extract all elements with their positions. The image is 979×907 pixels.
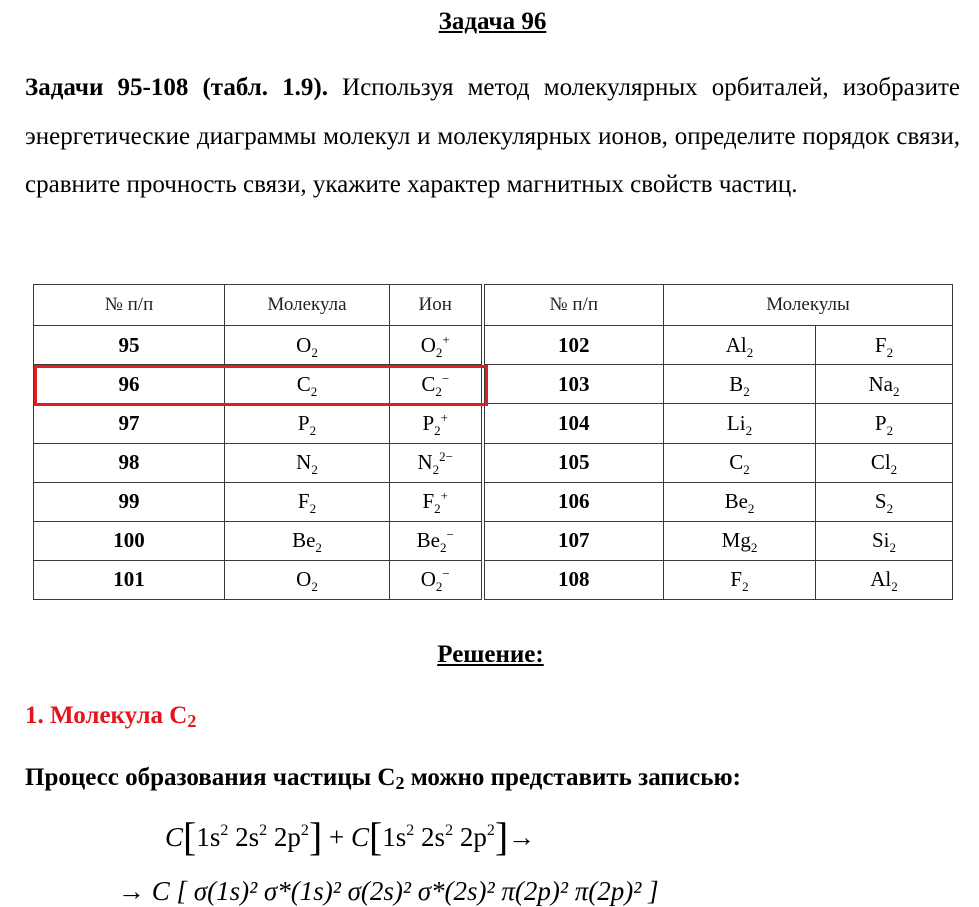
task-description — [25, 64, 960, 210]
number-text: 96 — [118, 371, 140, 396]
cell-molecule-b — [816, 443, 953, 482]
cell-molecule-b — [816, 326, 953, 365]
cell-molecule — [225, 482, 390, 521]
formula-symbol: N — [296, 450, 312, 475]
task-text: Используя метод молекулярных орбиталей, изобразите энергетические диаграммы молекул и молекулярных ионов, определите порядок связи, сравните прочность связи, укажите характер магнитных свойств частиц. — [25, 74, 960, 198]
formula-symbol: Cl — [870, 450, 891, 475]
eq-arrow: → — [508, 822, 536, 852]
header-ion: Ион — [390, 285, 483, 326]
eq-orb-5: 2s — [421, 822, 446, 852]
formula-subscript: 2 — [309, 422, 317, 438]
formula-subscript: 2 — [889, 540, 896, 556]
formula-symbol: O — [296, 567, 312, 592]
section-heading-sub: 2 — [187, 711, 197, 731]
eq-orb-3: 2p — [273, 822, 301, 852]
cell-number-2 — [483, 365, 664, 404]
cell-ion — [390, 482, 483, 521]
cell-molecule — [225, 365, 390, 404]
ion-charge: − — [446, 527, 454, 543]
formula-subscript: 2 — [746, 344, 754, 360]
formula-subscript: 2 — [309, 501, 317, 517]
equation-line-2: → C [ σ(1s)² σ*(1s)² σ(2s)² σ*(2s)² π(2p)² π(2p)² ] — [118, 876, 659, 906]
cell-molecule-a — [664, 443, 816, 482]
number-text: 97 — [118, 410, 140, 435]
eq-bracket-close-1: ] — [308, 814, 323, 859]
formula-subscript: 2 — [743, 462, 750, 478]
eq-bracket-open-1: [ — [183, 814, 197, 859]
section-heading-molecule — [25, 702, 196, 730]
cell-molecule-b — [816, 365, 953, 404]
table-row — [34, 404, 953, 443]
formula-subscript: 2 — [435, 579, 443, 595]
formula-subscript: 2 — [434, 501, 441, 517]
formula-symbol: Be — [724, 489, 748, 514]
cell-ion — [390, 443, 483, 482]
process-before: Процесс образования частицы С — [25, 764, 396, 791]
formula-subscript: 2 — [886, 344, 894, 360]
cell-molecule — [225, 404, 390, 443]
formula-subscript: 2 — [434, 422, 441, 438]
cell-molecule — [225, 560, 390, 599]
number-text: 101 — [113, 567, 145, 592]
formula-subscript: 2 — [886, 422, 894, 438]
eq-exp-1: 2 — [220, 822, 229, 839]
header-molecule: Молекула — [225, 285, 390, 326]
eq-exp-4: 2 — [406, 822, 415, 839]
solution-heading: Решение: — [437, 641, 544, 668]
formula-symbol: Na — [868, 371, 893, 396]
table-body — [34, 326, 953, 600]
number-text: 99 — [118, 489, 140, 514]
cell-molecule — [225, 521, 390, 560]
eq-atom-1: C — [165, 822, 184, 852]
cell-molecule-a — [664, 482, 816, 521]
cell-number — [34, 326, 225, 365]
formula-symbol: Be — [292, 528, 316, 553]
table-row — [34, 521, 953, 560]
formula-subscript: 2 — [893, 383, 900, 399]
number-text: 98 — [118, 450, 140, 475]
eq-exp-5: 2 — [445, 822, 454, 839]
number-text: 107 — [558, 528, 590, 553]
formula-subscript: 2 — [435, 383, 442, 399]
eq-bracket-close-2: ] — [494, 814, 509, 859]
eq-orb-2: 2s — [235, 822, 260, 852]
formula-subscript: 2 — [315, 540, 322, 556]
eq-orb-1: 1s — [196, 822, 221, 852]
eq-plus: + — [328, 822, 345, 852]
cell-number — [34, 521, 225, 560]
header-molecules: Молекулы — [664, 285, 953, 326]
cell-number — [34, 404, 225, 443]
formula-symbol: Be — [416, 528, 440, 553]
formula-symbol: Al — [870, 567, 892, 592]
cell-molecule-a — [664, 326, 816, 365]
formula-symbol: P — [422, 410, 435, 435]
ion-charge: + — [442, 331, 450, 347]
cell-ion — [390, 326, 483, 365]
cell-molecule-a — [664, 404, 816, 443]
task-lead: Задачи 95-108 (табл. 1.9). — [25, 74, 328, 101]
cell-molecule-a — [664, 365, 816, 404]
page-title: Задача 96 — [438, 8, 547, 35]
cell-number-2 — [483, 482, 664, 521]
formula-symbol: F — [297, 489, 310, 514]
eq-exp-3: 2 — [300, 822, 309, 839]
cell-number-2 — [483, 521, 664, 560]
formula-subscript: 2 — [747, 501, 755, 517]
formula-symbol: S — [874, 489, 887, 514]
formula-symbol: Li — [726, 410, 746, 435]
cell-number — [34, 560, 225, 599]
cell-molecule-b — [816, 404, 953, 443]
formula-subscript: 2 — [311, 344, 318, 360]
formula-symbol: C — [421, 371, 436, 396]
formula-subscript: 2 — [743, 383, 750, 399]
cell-molecule-a — [664, 521, 816, 560]
table-row — [34, 560, 953, 599]
formula-symbol: Mg — [721, 528, 751, 553]
cell-molecule-b — [816, 521, 953, 560]
cell-molecule-a — [664, 560, 816, 599]
cell-molecule — [225, 443, 390, 482]
table-row — [34, 482, 953, 521]
cell-ion — [390, 521, 483, 560]
number-text: 100 — [113, 528, 145, 553]
formula-subscript: 2 — [890, 462, 898, 478]
cell-number — [34, 482, 225, 521]
formula-symbol: P — [874, 410, 887, 435]
formula-subscript: 2 — [745, 422, 753, 438]
eq-exp-2: 2 — [259, 822, 268, 839]
process-sub: 2 — [395, 773, 405, 793]
formula-subscript: 2 — [891, 579, 898, 595]
number-text: 95 — [118, 332, 140, 357]
cell-ion — [390, 404, 483, 443]
formula-subscript: 2 — [311, 462, 318, 478]
formula-symbol: P — [297, 410, 310, 435]
ion-charge: − — [442, 566, 450, 582]
formula-subscript: 2 — [886, 501, 894, 517]
process-after: можно представить записью: — [404, 764, 741, 791]
formula-symbol: O — [296, 332, 312, 357]
number-text: 104 — [558, 410, 590, 435]
cell-number-2 — [483, 560, 664, 599]
formula-symbol: O — [420, 332, 436, 357]
cell-number-2 — [483, 326, 664, 365]
formula-symbol: F — [730, 567, 743, 592]
ion-charge: 2− — [439, 449, 453, 465]
molecule-table — [33, 284, 953, 600]
cell-number-2 — [483, 404, 664, 443]
section-heading-text: 1. Молекула С — [25, 702, 188, 729]
eq-orb-6: 2p — [459, 822, 487, 852]
molecule-table-container — [33, 284, 952, 600]
table-row — [34, 443, 953, 482]
table-header-row — [34, 285, 953, 326]
eq-orb-4: 1s — [382, 822, 407, 852]
cell-molecule-b — [816, 482, 953, 521]
formula-subscript: 2 — [750, 540, 758, 556]
number-text: 105 — [558, 450, 590, 475]
number-text: 108 — [558, 567, 590, 592]
formula-subscript: 2 — [432, 462, 440, 478]
table-row — [34, 326, 953, 365]
formula-subscript: 2 — [310, 383, 318, 399]
ion-charge: + — [440, 409, 449, 425]
ion-charge: + — [440, 488, 449, 504]
number-text: 106 — [558, 489, 590, 514]
cell-ion — [390, 560, 483, 599]
cell-number-2 — [483, 443, 664, 482]
equation-line-1 — [165, 814, 536, 859]
eq-exp-6: 2 — [486, 822, 495, 839]
header-number-2: № п/п — [483, 285, 664, 326]
cell-molecule-b — [816, 560, 953, 599]
formula-subscript: 2 — [435, 344, 443, 360]
formula-symbol: N — [417, 450, 433, 475]
formula-symbol: Si — [871, 528, 890, 553]
ion-charge: − — [441, 370, 450, 386]
number-text: 102 — [558, 332, 590, 357]
table-row — [34, 365, 953, 404]
formula-symbol: F — [422, 489, 435, 514]
process-text — [25, 764, 741, 792]
formula-symbol: Al — [725, 332, 747, 357]
cell-number — [34, 443, 225, 482]
number-text: 103 — [558, 371, 590, 396]
cell-number — [34, 365, 225, 404]
formula-subscript: 2 — [439, 540, 447, 556]
formula-symbol: F — [874, 332, 887, 357]
formula-symbol: B — [729, 371, 744, 396]
eq-atom-2: C — [350, 822, 369, 852]
formula-subscript: 2 — [311, 579, 318, 595]
eq-bracket-open-2: [ — [368, 814, 383, 859]
formula-subscript: 2 — [742, 579, 749, 595]
cell-ion — [390, 365, 483, 404]
formula-symbol: C — [296, 371, 311, 396]
cell-molecule — [225, 326, 390, 365]
formula-symbol: O — [420, 567, 436, 592]
formula-symbol: C — [729, 450, 744, 475]
header-number: № п/п — [34, 285, 225, 326]
